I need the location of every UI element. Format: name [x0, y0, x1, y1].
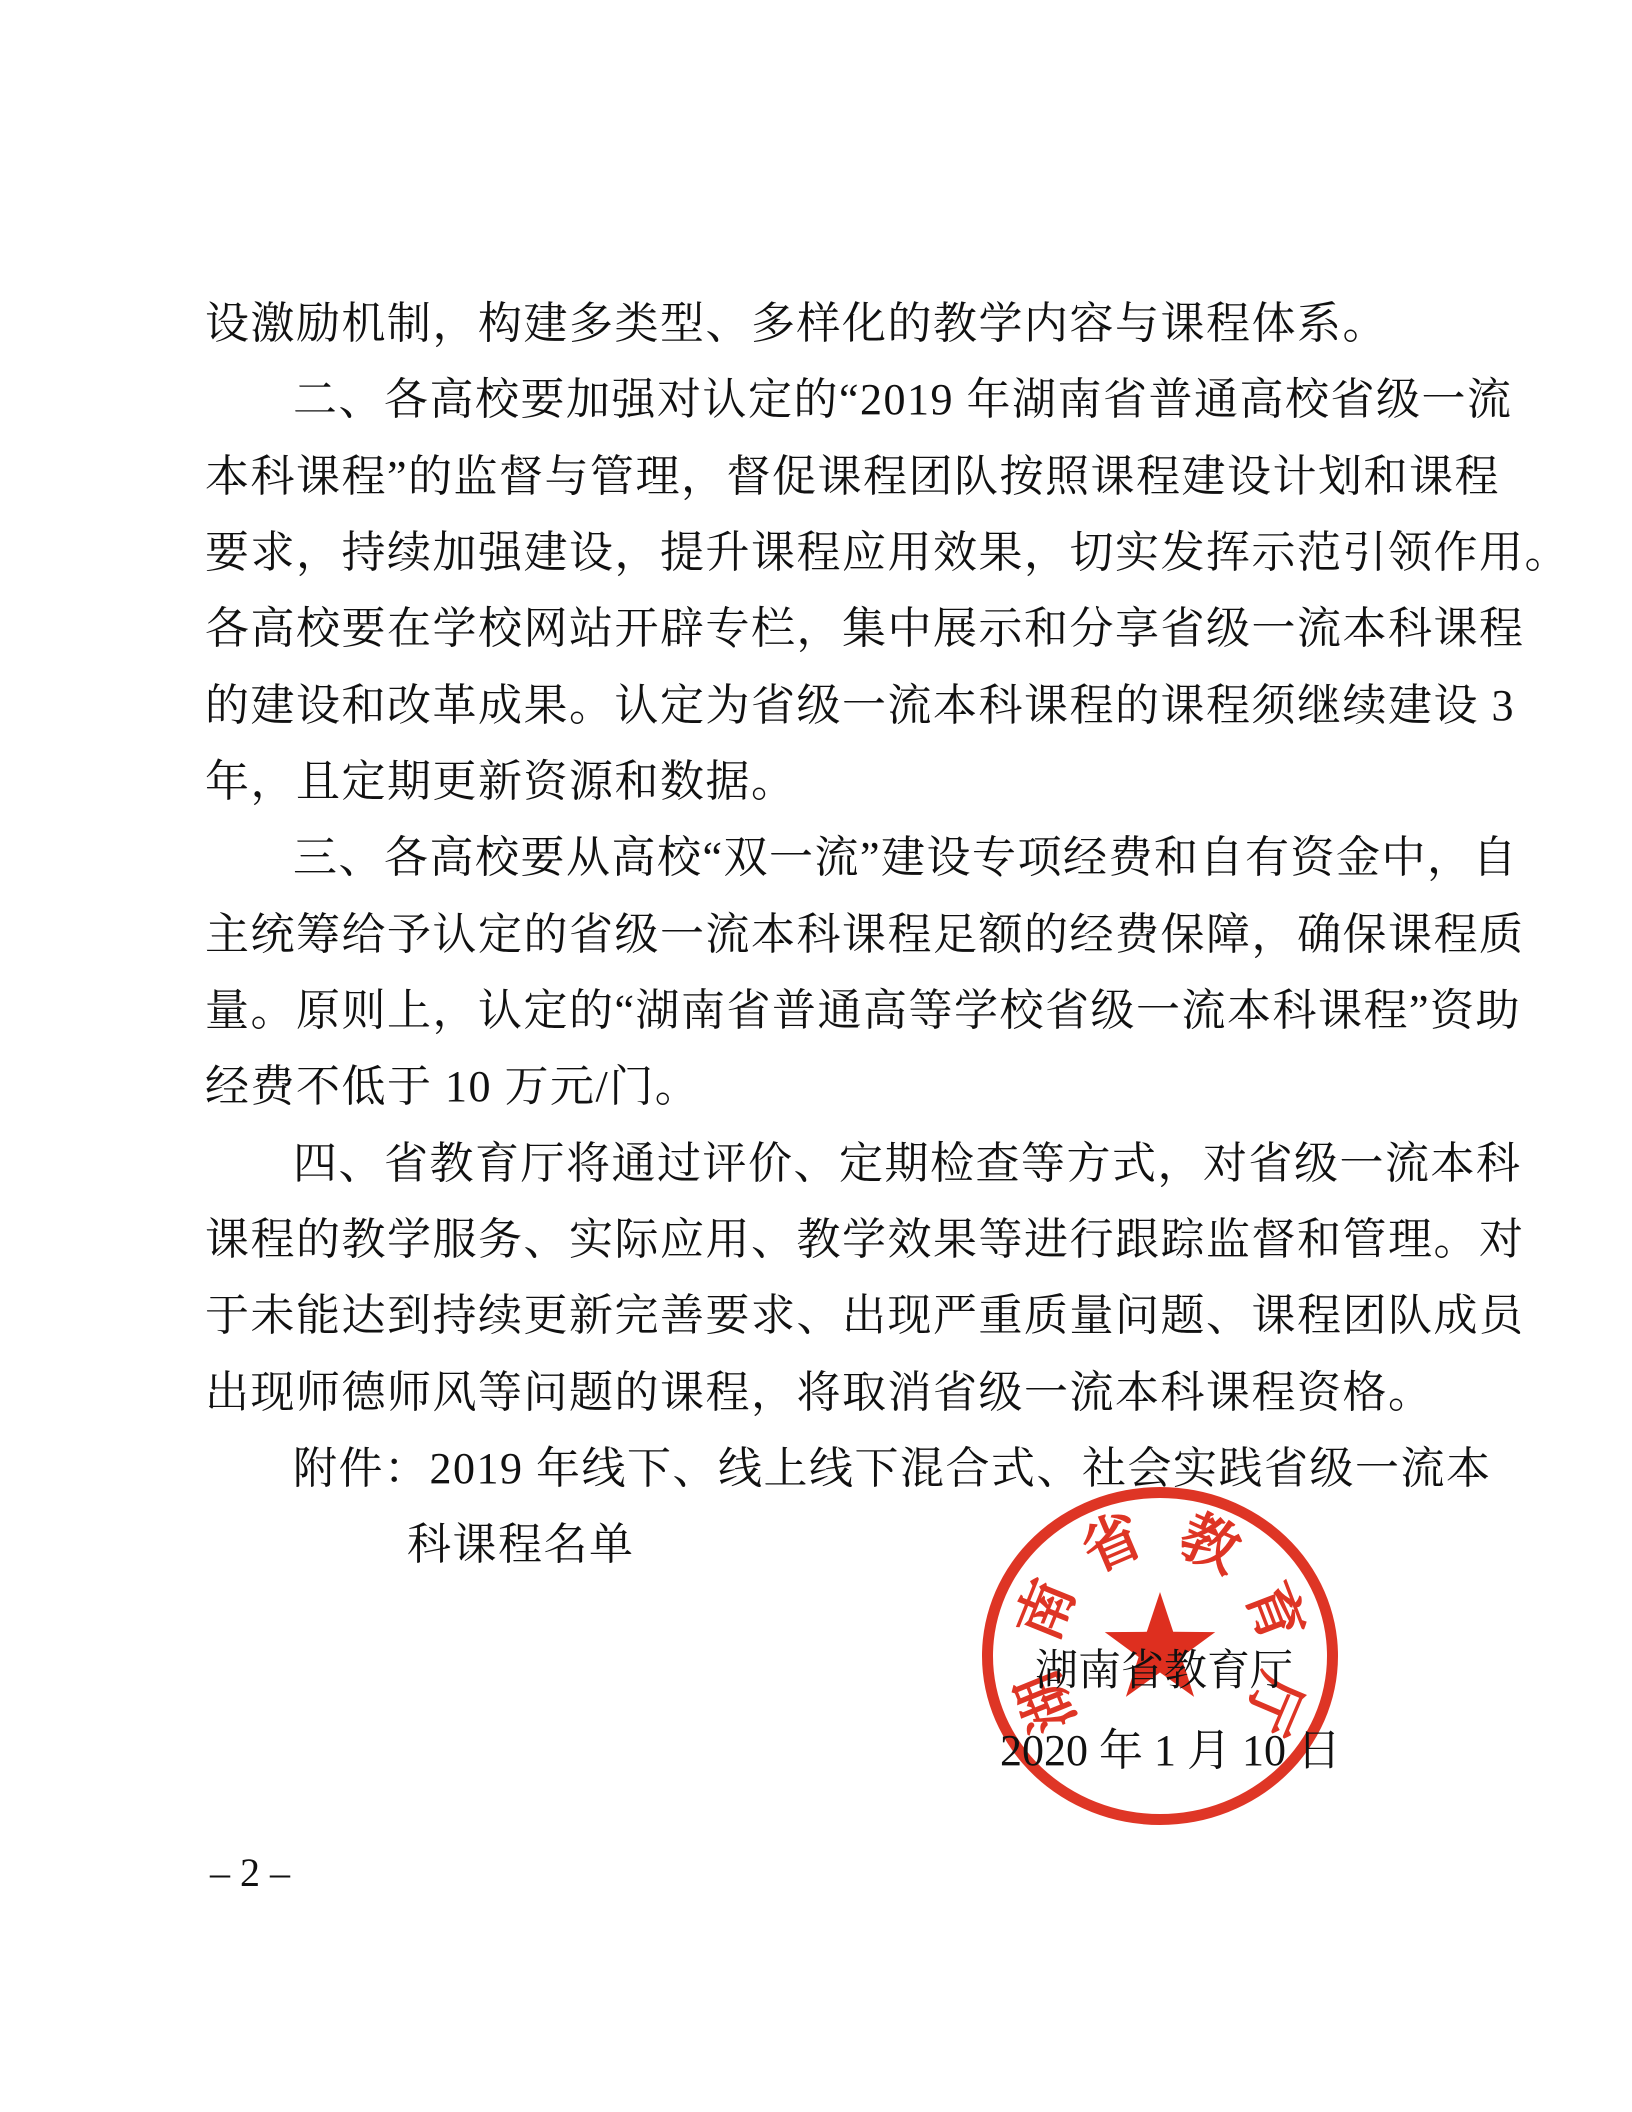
page-number: – 2 – — [210, 1850, 290, 1895]
text-line: 四、省教育厅将通过评价、定期检查等方式，对省级一流本科 — [293, 1139, 1522, 1188]
signature-date: 2020 年 1 月 10 日 — [1000, 1726, 1341, 1775]
text-line: 设激励机制，构建多类型、多样化的教学内容与课程体系。 — [205, 299, 1388, 348]
text-line: 的建设和改革成果。认定为省级一流本科课程的课程须继续建设 3 — [205, 681, 1515, 730]
text-line: 本科课程”的监督与管理，督促课程团队按照课程建设计划和课程 — [205, 452, 1501, 501]
seal-ring-char: 南 — [1005, 1571, 1088, 1650]
seal-ring-char: 育 — [1233, 1573, 1316, 1651]
attachment-note-continuation: 科课程名单 — [407, 1520, 635, 1569]
seal-ring-char: 厅 — [1231, 1664, 1315, 1744]
text-line: 三、各高校要从高校“双一流”建设专项经费和自有资金中，自 — [293, 833, 1519, 882]
text-line: 主统筹给予认定的省级一流本科课程足额的经费保障，确保课程质 — [205, 910, 1525, 959]
text-line: 量。原则上，认定的“湖南省普通高等学校省级一流本科课程”资助 — [205, 986, 1522, 1035]
signature-agency: 湖南省教育厅 — [1035, 1648, 1293, 1695]
text-line: 经费不低于 10 万元/门。 — [205, 1062, 701, 1111]
text-line: 年，且定期更新资源和数据。 — [205, 757, 797, 806]
text-line: 各高校要在学校网站开辟专栏，集中展示和分享省级一流本科课程 — [205, 604, 1525, 653]
seal-ring-char: 教 — [1170, 1502, 1250, 1586]
text-line: 课程的教学服务、实际应用、教学效果等进行跟踪监督和管理。对 — [205, 1215, 1525, 1264]
attachment-note: 附件：2019 年线下、线上线下混合式、社会实践省级一流本 — [293, 1444, 1492, 1493]
text-line: 二、各高校要加强对认定的“2019 年湖南省普通高校省级一流 — [293, 375, 1513, 424]
seal-ring-char: 湖 — [1005, 1662, 1088, 1741]
text-line: 要求，持续加强建设，提升课程应用效果，切实发挥示范引领作用。 — [205, 528, 1570, 577]
text-line: 于未能达到持续更新完善要求、出现严重质量问题、课程团队成员 — [205, 1291, 1525, 1340]
text-line: 出现师德师风等问题的课程，将取消省级一流本科课程资格。 — [205, 1368, 1434, 1417]
seal-ring-char: 省 — [1072, 1501, 1152, 1585]
